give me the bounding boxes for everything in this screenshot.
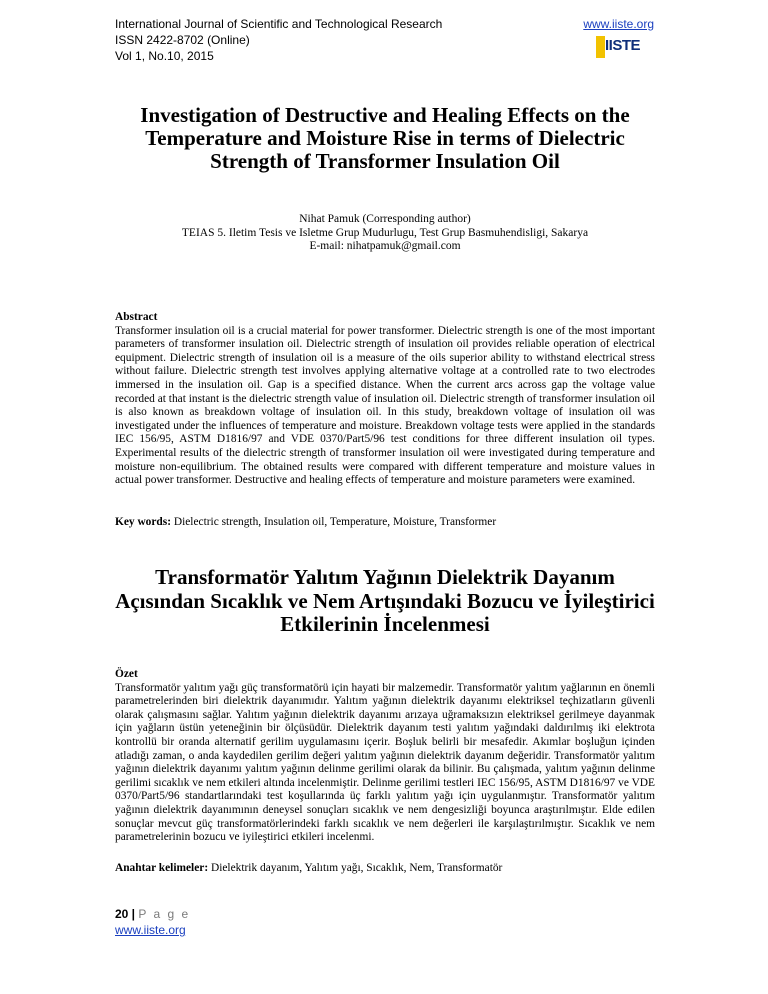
page-number-line xyxy=(115,906,190,922)
page-word: P a g e xyxy=(138,907,191,921)
ozet-text: Transformatör yalıtım yağı güç transformatörü için hayati bir malzemedir. Transformatör yalıtım yağlarının en önemli parametrelerinden biri dielektrik dayanımıdır. Yalıtım yağının dielektrik dayanımı elektriksel teçhizatların güvenli olarak çalışmasını sağlar. Yalıtım yağının dielektrik dayanımı arızaya uğramaksızın elektriksel gerilmeye dayanmak için yağların üstün yeteneğinin bir ölçüsüdür. Dielektrik dayanım testi yalıtım yağındaki daldırılmış iki elektrota kontrollü bir oranda alternatif gerilim uygulamasını içerir. Boşluk belirli bir mesafedir. Akımlar boşluğun içinden atladığı zaman, o anda kaydedilen gerilim değeri yalıtım yağının dielektrik dayanım değeridir. Transformatör yalıtım yağının dielektrik dayanımı yalıtım yağının delinme gerilimi olarak da bilinir. Bu çalışmada, yalıtım yağının delinme gerilimi sıcaklık ve nem etkileri altında incelenmiştir. Delinme gerilimi testleri IEC 156/95, ASTM D1816/97 ve VDE 0370/Part5/96 standartlarındaki test koşullarında üç farklı yalıtım yağı için uygulanmıştır. Transformatör yalıtım yağının dielektrik dayanımının deneysel sonuçları sıcaklık ve nem dengesizliği boyunca araştırılmıştır. Elde edilen sonuçlar mevcut güç transformatörlerindeki farklı sıcaklık ve nem değerleri ile karşılaştırılmıştır. Sıcaklık ve nem parametrelerinin bozucu ve iyileştirici etkileri incelenmi. xyxy=(115,681,655,844)
footer-website-link[interactable]: www.iiste.org xyxy=(115,923,186,937)
abstract-heading: Abstract xyxy=(115,311,158,323)
keywords-english-label: Key words: xyxy=(115,516,171,528)
journal-issn: ISSN 2422-8702 (Online) xyxy=(115,33,250,47)
abstract-section xyxy=(115,311,655,488)
author-name: Nihat Pamuk (Corresponding author) xyxy=(299,213,471,225)
author-affiliation: TEIAS 5. Iletim Tesis ve Isletme Grup Mudurlugu, Test Grup Basmuhendisligi, Sakarya xyxy=(181,226,589,239)
journal-name: International Journal of Scientific and Technological Research xyxy=(115,17,443,31)
keywords-english-text: Dielectric strength, Insulation oil, Temperature, Moisture, Transformer xyxy=(171,516,497,528)
iiste-logo-text: IISTE xyxy=(605,37,641,54)
ozet-heading: Özet xyxy=(115,668,138,680)
paper-title-english: Investigation of Destructive and Healing Effects on the Temperature and Moisture Rise in terms of Dielectric Strength of Transformer Insulation Oil xyxy=(140,103,630,173)
keywords-turkish xyxy=(115,862,655,876)
abstract-text: Transformer insulation oil is a crucial material for power transformer. Dielectric strength is one of the most important parameters of transformer insulation oil. Dielectric strength of insulation oil provides reliable operation of electrical equipment. Dielectric strength of insulation oil is a measure of the oils superior ability to withstand electrical stress without failure. Dielectric strength test involves applying alternative voltage at a controlled rate to two electrodes immersed in the insulation oil. Gap is a specified distance. When the current arcs across gap the voltage value recorded at that instant is the dielectric strength value of insulation oil. Dielectric strength of transformer insulation oil is also known as breakdown voltage of insulation oil. In this study, breakdown voltage of insulation oil was investigated under the influences of temperature and moisture. Breakdown voltage tests were applied in the standards IEC 156/95, ASTM D1816/97 and VDE 0370/Part5/96 test conditions for three different insulation oil types. Experimental results of the dielectric strength of transformer insulation oil were investigated during temperature and moisture non-equilibrium. The obtained results were compared with different temperature and moisture values in actual power transformer. Destructive and healing effects of temperature and moisture parameters were examined. xyxy=(115,324,655,487)
keywords-turkish-text: Dielektrik dayanım, Yalıtım yağı, Sıcaklık, Nem, Transformatör xyxy=(208,862,503,874)
author-email: E-mail: nihatpamuk@gmail.com xyxy=(309,240,461,253)
author-block xyxy=(115,213,655,254)
journal-header xyxy=(115,16,442,64)
keywords-turkish-label: Anahtar kelimeler: xyxy=(115,862,209,874)
iiste-logo xyxy=(596,36,641,58)
keywords-english xyxy=(115,516,655,530)
header-right xyxy=(583,16,654,32)
page-footer xyxy=(115,906,190,938)
paper-title-turkish: Transformatör Yalıtım Yağının Dielektrik Dayanım Açısından Sıcaklık ve Nem Artışındaki Bozucu ve İyileştirici Etkilerinin İncelenmesi xyxy=(115,565,655,636)
page-number: 20 | xyxy=(115,907,139,921)
header-website-link[interactable]: www.iiste.org xyxy=(583,17,654,31)
ozet-section xyxy=(115,668,655,845)
journal-volume: Vol 1, No.10, 2015 xyxy=(115,49,214,63)
